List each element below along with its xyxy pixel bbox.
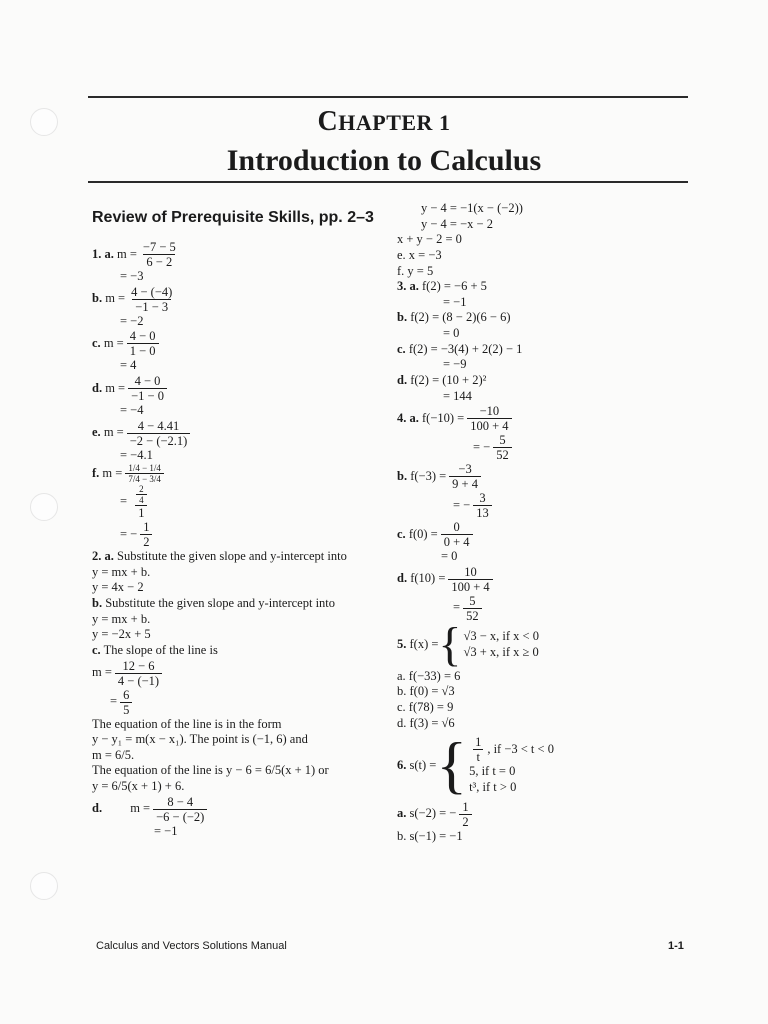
q1f: f. m = $\frac{1/4 - 1/4}{7/4 - 3/4}$ xyxy=(92,463,392,484)
right-column: y − 4 = −1(x − (−2)) y − 4 = −x − 2 x + y − 2 = 0 e. x = −3 f. y = 5 3. a. f(2) = −6 + 5 = −1 b. f(2) = (8 − 2)(6 − 6) = 0 c. f(2) = −3(4) + 2(2) − 1 = −9 d. f(2) = (10 + 2)² = 144 4. a. f(−10) = $\frac{-10}{100 + 4}$ = − $\frac{5}{52}$ b. f(−3) = $\frac{-3}{9 + 4}$ = − $\frac{3}{13}$ c. f(0) = $\frac{0}{0 + 4}$ = 0 d. f(10) = $\frac{10}{100 + 4}$ = $\frac{5}{52}$ 5. f(x) = { √3 − x, if x < 0 √3 + x, if x ≥ 0 a. f(−33) = 6 b. f(0) = √3 c. f(78) = 9 d. f(3) = √6 6. s(t) = { $\frac{1}{t}$ , if −3 < t < 0 5, if t = 0 t³, if t > 0 a. s(−2) = − $\frac{1}{2}$ b. s(−1) = −1 xyxy=(397,201,697,844)
q1c: c. m = $\frac{4 - 0}{1 - 0}$ xyxy=(92,329,392,358)
q1b: b. m = $\frac{4 - (-4)}{-1 - 3}$ xyxy=(92,284,173,314)
q2e: e. x = −3 xyxy=(397,247,442,262)
footer-title: Calculus and Vectors Solutions Manual xyxy=(96,940,287,952)
chapter-label: CHAPTER 1 xyxy=(317,106,451,137)
q4b: b. f(−3) = $\frac{-3}{9 + 4}$ xyxy=(397,462,697,491)
q2c: c. The slope of the line is xyxy=(92,642,218,657)
q5a: a. f(−33) = 6 xyxy=(397,668,461,683)
top-rule xyxy=(88,96,688,98)
q2a: 2. a. Substitute the given slope and y-intercept into xyxy=(92,549,347,564)
q1e: e. m = $\frac{4 - 4.41}{-2 - (-2.1)}$ xyxy=(92,419,392,448)
q3a: 3. a. f(2) = −6 + 5 xyxy=(397,279,487,294)
chapter-title: Introduction to Calculus xyxy=(226,144,542,177)
q4c: c. f(0) = $\frac{0}{0 + 4}$ xyxy=(397,520,697,549)
punch-hole xyxy=(30,872,58,900)
q5b: b. f(0) = √3 xyxy=(397,684,455,699)
q2d: d. m = $\frac{8 - 4}{-6 - (-2)}$ xyxy=(92,795,392,824)
title-rule xyxy=(88,181,688,183)
q2f: f. y = 5 xyxy=(397,263,434,278)
page-number: 1-1 xyxy=(668,940,684,952)
left-column: Review of Prerequisite Skills, pp. 2–3 1. a. m = $\frac{-7 - 5}{6 - 2}$ = −3 b. m = $\frac{4 - (-4)}{-1 - 3}$ = −2 c. m = $\frac{4 - 0}{1 - 0}$ = 4 d. m = $\frac{4 - 0}{-1 - 0}$ = −4 e. m = $\frac{4 - 4.41}{-2 - (-2.1)}$ = −4.1 f. m = $\frac{1/4 - 1/4}{7/4 - 3/4}$ = $\frac{\frac{2}{4}}{1}$ = − $\frac{1}{2}$ 2. a. Substitute the given slope and y-intercept into y = mx + b. y = 4x − 2 b. Substitute the given slope and y-intercept into y = mx + b. y = −2x + 5 c. The slope of the line is m = $\frac{12 - 6}{4 - (-1)}$ = $\frac{6}{5}$ The equation of the line is in the form y − y₁ = m(x − x₁). The point is (−1, 6) and m = 6/5. The equation of the line is y − 6 = 6/5(x + 1) or y = 6/5(x + 1) + 6. d. m = $\frac{8 - 4}{-6 - (-2)}$ = −1 xyxy=(92,208,392,839)
q6: 6. s(t) = { $\frac{1}{t}$ , if −3 < t < 0 5, if t = 0 t³, if t > 0 xyxy=(397,729,554,801)
q6a: a. s(−2) = − $\frac{1}{2}$ xyxy=(397,800,697,829)
q4d: d. f(10) = $\frac{10}{100 + 4}$ xyxy=(397,565,697,594)
q5: 5. f(x) = { √3 − x, if x < 0 √3 + x, if x ≥ 0 xyxy=(397,617,539,671)
q1d: d. m = $\frac{4 - 0}{-1 - 0}$ xyxy=(92,374,392,403)
q3c: c. f(2) = −3(4) + 2(2) − 1 xyxy=(397,341,523,356)
q2b: b. Substitute the given slope and y-intercept into xyxy=(92,596,336,610)
q5c: c. f(78) = 9 xyxy=(397,700,454,714)
section-title: Review of Prerequisite Skills, pp. 2–3 xyxy=(92,209,374,226)
q3b: b. f(2) = (8 − 2)(6 − 6) xyxy=(397,310,511,325)
q5d: d. f(3) = √6 xyxy=(397,715,455,730)
q6b: b. s(−1) = −1 xyxy=(397,828,463,843)
q4a: 4. a. f(−10) = $\frac{-10}{100 + 4}$ xyxy=(397,404,697,433)
punch-hole xyxy=(30,493,58,521)
q1a: 1. a. m = $\frac{-7 - 5}{6 - 2}$ xyxy=(92,240,176,269)
q3d: d. f(2) = (10 + 2)² xyxy=(397,372,487,387)
